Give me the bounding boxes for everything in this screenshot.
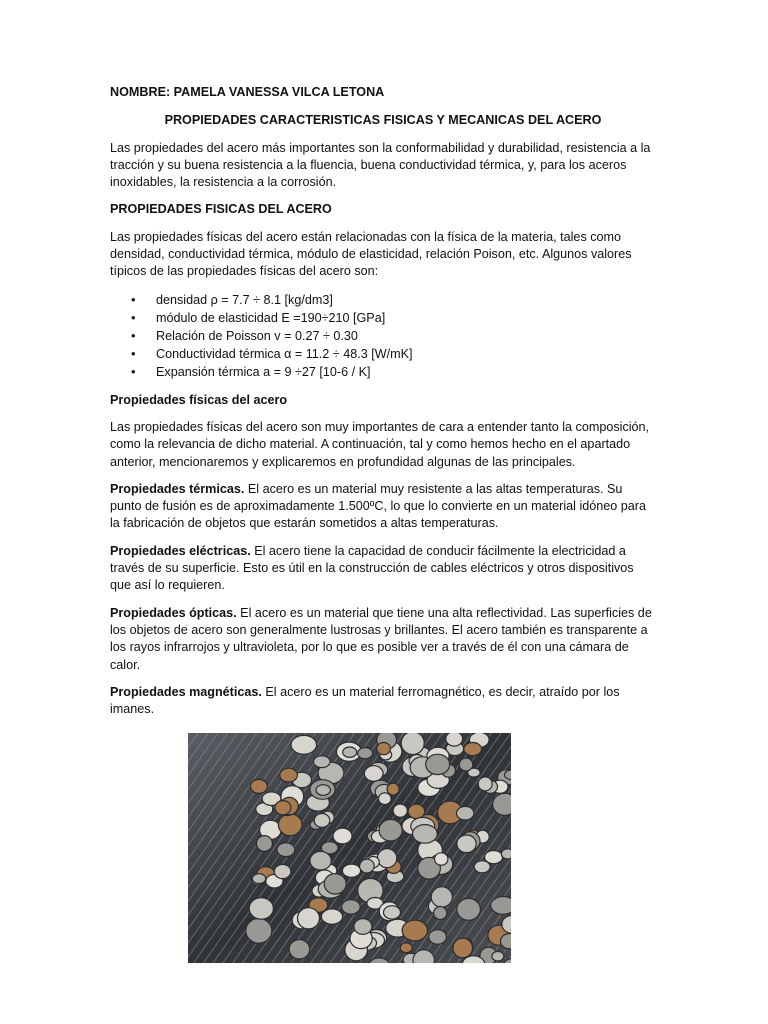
magnetic-text: El acero es un material ferromagnético, es decir, atraído por los imanes. <box>110 684 620 717</box>
rebar-end <box>453 938 473 958</box>
list-item-text: densidad ρ = 7.7 ÷ 8.1 [kg/dm3] <box>156 292 333 307</box>
thermal-properties-paragraph <box>110 481 656 533</box>
electrical-term: Propiedades eléctricas. <box>110 543 251 558</box>
list-item <box>110 363 656 381</box>
rebar-end <box>342 864 360 877</box>
thermal-text: El acero es un material muy resistente a las altas temperaturas. Su punto de fusión es de aproximadamente 1.500ºC, lo que lo convierte en un material idóneo para la fabricación de objetos que estarán sometidos a altas temperaturas. <box>110 481 646 531</box>
rebar-end <box>280 768 298 782</box>
rebar-end <box>493 793 511 815</box>
rebar-end <box>358 748 373 759</box>
rebar-end <box>408 804 425 818</box>
electrical-properties-paragraph <box>110 543 656 595</box>
rebar-end <box>491 897 511 915</box>
rebar-end <box>274 864 291 878</box>
rebar-end <box>343 747 357 757</box>
rebar-end <box>333 828 352 844</box>
rebar-end <box>354 919 372 935</box>
rebar-end <box>316 785 330 796</box>
rebar-end <box>387 783 399 795</box>
rebar-end <box>478 777 492 791</box>
rebar-end <box>277 843 295 857</box>
optical-properties-paragraph <box>110 605 656 674</box>
rebar-end <box>457 898 481 920</box>
list-item <box>110 327 656 345</box>
rebar-end <box>310 851 331 870</box>
rebar-end <box>246 918 272 943</box>
steel-rebar-photo <box>188 733 511 963</box>
steel-rebar-icon <box>188 733 511 963</box>
bullet-icon: • <box>131 328 136 344</box>
rebar-end <box>314 814 330 828</box>
optical-text: El acero es un material que tiene una alta reflectividad. Las superficies de los objetos de acero son generalmente lustrosas y brillantes. El acero también es transparente a los rayos infrarrojos y ultravioleta, por lo que es posible ver a través de él con una cámara de calor. <box>110 605 652 672</box>
section-heading-physical: PROPIEDADES FISICAS DEL ACERO <box>110 202 332 217</box>
rebar-end <box>401 733 424 755</box>
rebar-end <box>364 766 383 782</box>
property-values-list <box>110 291 656 382</box>
rebar-end <box>429 930 447 945</box>
rebar-end <box>501 849 511 859</box>
rebar-end <box>360 859 375 873</box>
physical-detail-paragraph: Las propiedades físicas del acero son muy importantes de cara a entender tanto la composición, como la relevancia de dicho material. A continuación, tal y como hemos hecho en el apartado anterior, mencionaremos y explicaremos en profundidad algunas de las principales. <box>110 419 650 469</box>
rebar-end <box>291 735 317 754</box>
rebar-end <box>377 849 396 868</box>
list-item-text: Expansión térmica a = 9 ÷27 [10-6 / K] <box>156 365 371 380</box>
rebar-end <box>314 756 331 768</box>
rebar-end <box>434 907 447 920</box>
bullet-icon: • <box>131 309 136 325</box>
rebar-end <box>377 743 391 755</box>
document-page <box>110 84 656 728</box>
physical-properties-paragraph: Las propiedades físicas del acero están relacionadas con la física de la materia, tales como densidad, conductividad térmica, módulo de elasticidad, relación Poison, etc. Algunos valores típicos de las propiedades físicas del acero son: <box>110 229 632 279</box>
rebar-end <box>379 793 392 805</box>
magnetic-properties-paragraph <box>110 684 656 719</box>
list-item <box>110 309 656 327</box>
document-title: PROPIEDADES CARACTERISTICAS FISICAS Y MECANICAS DEL ACERO <box>164 113 602 128</box>
rebar-end <box>342 900 361 914</box>
list-item <box>110 291 656 309</box>
rebar-end <box>457 806 474 820</box>
rebar-end <box>474 861 490 873</box>
optical-term: Propiedades ópticas. <box>110 605 237 620</box>
rebar-end <box>298 908 320 929</box>
rebar-end <box>250 779 267 793</box>
thermal-term: Propiedades térmicas. <box>110 481 245 496</box>
list-item-text: Conductividad térmica α = 11.2 ÷ 48.3 [W/mK] <box>156 347 413 362</box>
rebar-end <box>379 819 402 841</box>
rebar-end <box>393 804 407 817</box>
rebar-end <box>492 951 504 961</box>
rebar-end <box>400 943 412 953</box>
electrical-text: El acero tiene la capacidad de conducir fácilmente la electricidad a través de su superficie. Esto es útil en la construcción de cables eléctricos y otros dispositivos que así lo requieren. <box>110 543 634 593</box>
student-name: NOMBRE: PAMELA VANESSA VILCA LETONA <box>110 85 385 99</box>
list-item-text: módulo de elasticidad E =190÷210 [GPa] <box>156 310 386 325</box>
rebar-end <box>289 940 310 959</box>
rebar-end <box>256 836 272 852</box>
rebar-end <box>457 835 476 853</box>
rebar-end <box>446 733 463 746</box>
list-item <box>110 345 656 363</box>
intro-paragraph: Las propiedades del acero más importantes son la conformabilidad y durabilidad, resistencia a la tracción y su buena resistencia a la fluencia, buena conductividad térmica, y, para los aceros inoxidables, la resistencia a la corrosión. <box>110 140 651 190</box>
section-heading-physical-detail: Propiedades físicas del acero <box>110 392 288 407</box>
rebar-end <box>431 887 452 907</box>
rebar-end <box>249 898 273 920</box>
rebar-end <box>459 758 473 771</box>
rebar-end <box>275 801 291 815</box>
rebar-end <box>402 920 427 941</box>
rebar-end <box>413 825 438 844</box>
list-item-text: Relación de Poisson v = 0.27 ÷ 0.30 <box>156 329 358 344</box>
bullet-icon: • <box>131 346 136 362</box>
rebar-end <box>435 853 448 865</box>
rebar-end <box>278 814 302 836</box>
rebar-end <box>384 906 401 919</box>
bullet-icon: • <box>131 291 136 307</box>
rebar-end <box>252 874 265 884</box>
bullet-icon: • <box>131 364 136 380</box>
magnetic-term: Propiedades magnéticas. <box>110 684 262 699</box>
rebar-end <box>324 874 346 894</box>
rebar-end <box>464 743 482 756</box>
rebar-end <box>426 754 450 774</box>
